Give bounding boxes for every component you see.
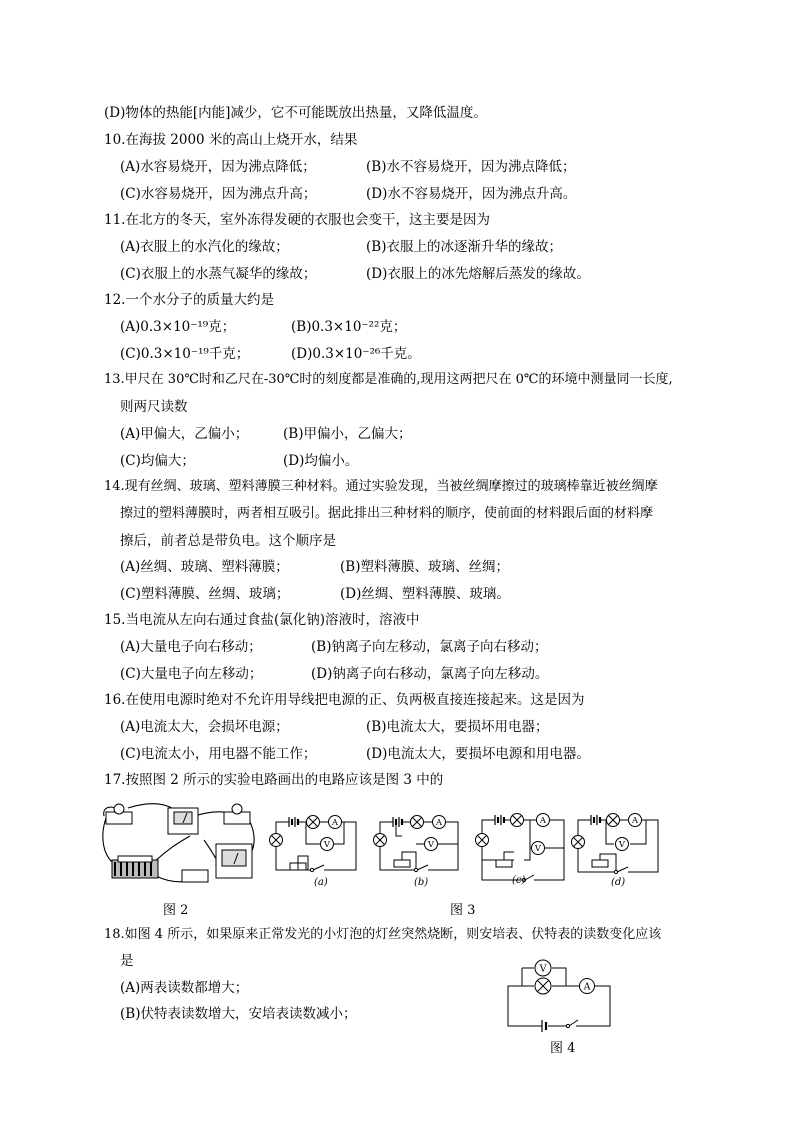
q12-option-d: (D)0.3×10⁻²⁶千克。 (291, 346, 421, 362)
q16-option-a: (A)电流太大，会损坏电源； (120, 719, 289, 735)
q17-stem: 17.按照图 2 所示的实验电路画出的电路应该是图 3 中的 (104, 772, 444, 788)
fig4-meter-a: A (583, 981, 591, 993)
q15-option-c: (C)大量电子向左移动； (120, 666, 263, 682)
q16-option-d: (D)电流太大，要损坏电源和用电器。 (366, 746, 590, 762)
q14-stem-cont2: 擦后，前者总是带负电。这个顺序是 (120, 533, 336, 549)
fig3d-meter-a: A (631, 816, 639, 826)
q14-stem: 14.现有丝绸、玻璃、塑料薄膜三种材料。通过实验发现，当被丝绸摩擦过的玻璃棒靠近被丝绸摩 (104, 479, 658, 494)
fig3-label-b: (b) (414, 877, 429, 888)
q14-stem-cont1: 擦过的塑料薄膜时，两者相互吸引。据此排出三种材料的顺序，使前面的材料跟后面的材料摩 (120, 506, 654, 521)
figure-2-apparatus (98, 796, 266, 890)
q13-option-b: (B)甲偏小，乙偏大； (283, 426, 412, 442)
q15-stem: 15.当电流从左向右通过食盐(氯化钠)溶液时，溶液中 (104, 612, 420, 628)
q10-option-b: (B)水不容易烧开，因为沸点降低； (366, 159, 576, 175)
q11-option-c: (C)衣服上的水蒸气凝华的缘故； (120, 266, 317, 282)
q11-option-b: (B)衣服上的冰逐渐升华的缘故； (366, 239, 562, 255)
q13-stem: 13.甲尺在 30℃时和乙尺在-30℃时的刻度都是准确的,现用这两把尺在 0℃的环境中测量同一长度, (104, 372, 673, 387)
fig3a-meter-a: A (331, 818, 339, 828)
q18-option-b: (B)伏特表读数增大，安培表读数减小； (120, 1006, 357, 1022)
fig3-label-a: (a) (314, 877, 328, 888)
q11-option-d: (D)衣服上的冰先熔解后蒸发的缘故。 (366, 266, 590, 282)
figure-3-caption: 图 3 (450, 903, 476, 918)
q18-stem: 18.如图 4 所示，如果原来正常发光的小灯泡的灯丝突然烧断，则安培表、伏特表的读数变化应该 (104, 927, 662, 942)
q13-option-c: (C)均偏大； (120, 453, 195, 469)
q15-option-b: (B)钠离子向左移动，氯离子向右移动； (311, 639, 548, 655)
q12-option-c: (C)0.3×10⁻¹⁹千克； (120, 346, 250, 362)
q14-option-d: (D)丝绸、塑料薄膜、玻璃。 (340, 586, 510, 602)
q16-option-c: (C)电流太小，用电器不能工作； (120, 746, 317, 762)
q16-stem: 16.在使用电源时绝对不允许用导线把电源的正、负两极直接连接起来。这是因为 (104, 692, 585, 708)
figure-4-caption: 图 4 (550, 1041, 576, 1056)
fig3c-meter-v: V (534, 844, 542, 854)
fig3-label-d: (d) (611, 877, 626, 888)
q12-option-a: (A)0.3×10⁻¹⁹克； (120, 319, 236, 335)
q14-option-a: (A)丝绸、玻璃、塑料薄膜； (120, 559, 289, 575)
fig3-label-c: (c) (512, 875, 526, 886)
q12-option-b: (B)0.3×10⁻²²克； (291, 319, 407, 335)
q16-option-b: (B)电流太大，要损坏用电器； (366, 719, 549, 735)
q10-option-c: (C)水容易烧开，因为沸点升高； (120, 186, 317, 202)
q11-stem: 11.在北方的冬天，室外冻得发硬的衣服也会变干，这主要是因为 (104, 212, 490, 228)
fig4-meter-v: V (539, 963, 547, 975)
q15-option-d: (D)钠离子向右移动，氯离子向左移动。 (311, 666, 549, 682)
q13-option-a: (A)甲偏大，乙偏小； (120, 426, 249, 442)
fig3a-meter-v: V (323, 840, 331, 850)
fig3d-meter-v: V (618, 840, 626, 850)
figure-2-caption: 图 2 (163, 903, 189, 918)
q10-option-a: (A)水容易烧开，因为沸点降低； (120, 159, 316, 175)
figure-3-circuits (268, 800, 670, 892)
q15-option-a: (A)大量电子向右移动； (120, 639, 262, 655)
q9-option-d: (D)物体的热能[内能]减少，它不可能既放出热量，又降低温度。 (104, 105, 487, 121)
q14-option-c: (C)塑料薄膜、丝绸、玻璃； (120, 586, 290, 602)
q13-stem-cont: 则两尺读数 (120, 399, 188, 415)
fig3c-meter-a: A (539, 816, 547, 826)
q10-option-d: (D)水不容易烧开，因为沸点升高。 (366, 186, 577, 202)
q11-option-a: (A)衣服上的水汽化的缘故； (120, 239, 289, 255)
fig3b-meter-v: V (427, 840, 435, 850)
q13-option-d: (D)均偏小。 (283, 453, 359, 469)
q18-stem-cont: 是 (120, 953, 134, 969)
fig3b-meter-a: A (435, 818, 443, 828)
figure-4-circuit (506, 960, 616, 1030)
q12-stem: 12.一个水分子的质量大约是 (104, 292, 274, 308)
q18-option-a: (A)两表读数都增大； (120, 980, 249, 996)
q10-stem: 10.在海拔 2000 米的高山上烧开水，结果 (104, 132, 358, 148)
q14-option-b: (B)塑料薄膜、玻璃、丝绸； (340, 559, 509, 575)
